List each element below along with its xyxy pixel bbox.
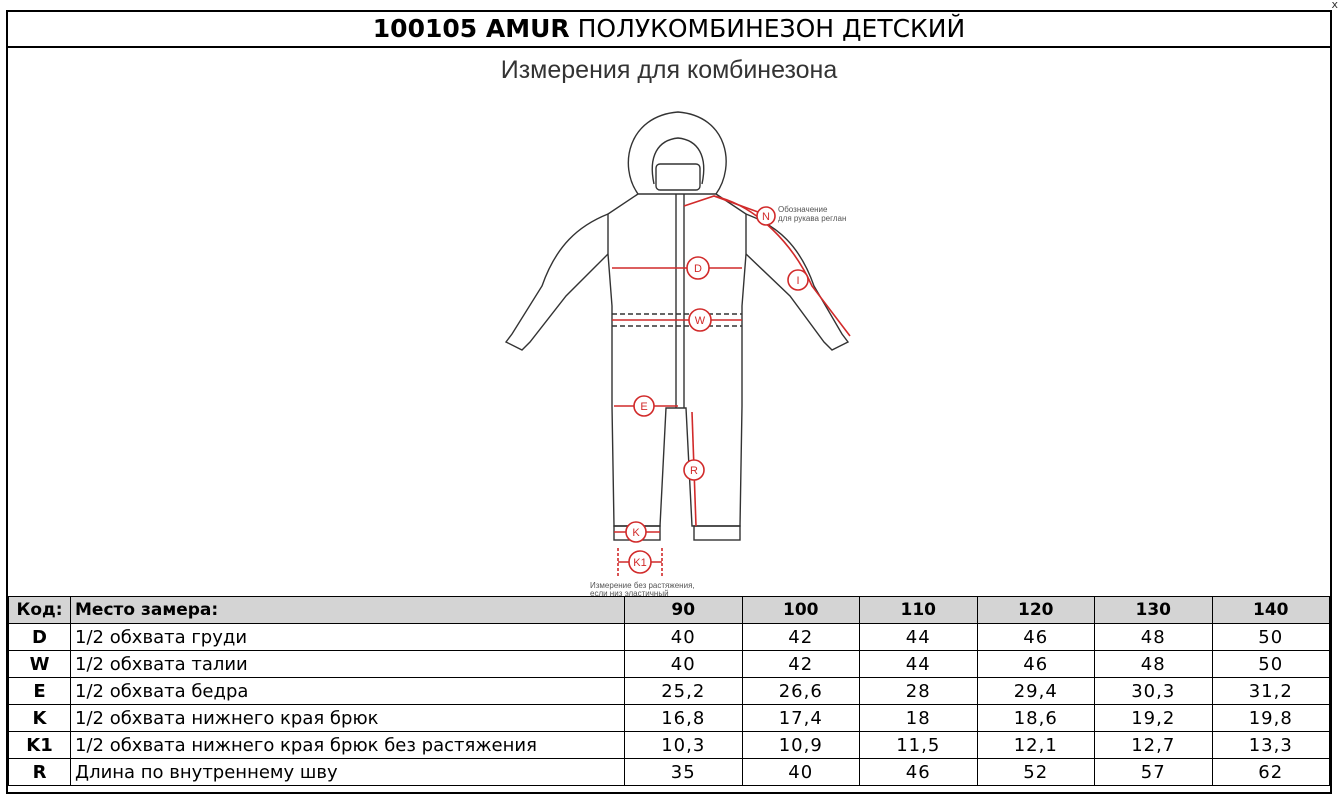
- row-value: 12,7: [1095, 732, 1213, 759]
- header-size: 110: [860, 597, 978, 624]
- table-row: [9, 732, 1330, 759]
- header-size: 140: [1212, 597, 1330, 624]
- row-code: K1: [9, 732, 71, 759]
- row-value: 48: [1095, 624, 1213, 651]
- row-value: 26,6: [742, 678, 860, 705]
- stretch-note-line-1: Измерение без растяжения,: [590, 581, 695, 590]
- row-value: 11,5: [860, 732, 978, 759]
- header-size: 90: [625, 597, 743, 624]
- row-name: 1/2 обхвата нижнего края брюк без растяжения: [71, 732, 625, 759]
- row-value: 30,3: [1095, 678, 1213, 705]
- jumpsuit-diagram: [478, 96, 898, 596]
- table-row: [9, 624, 1330, 651]
- row-value: 16,8: [625, 705, 743, 732]
- row-value: 46: [977, 651, 1095, 678]
- row-name: 1/2 обхвата талии: [71, 651, 625, 678]
- row-code: R: [9, 759, 71, 786]
- row-value: 12,1: [977, 732, 1095, 759]
- row-value: 42: [742, 651, 860, 678]
- row-name: 1/2 обхвата нижнего края брюк: [71, 705, 625, 732]
- marker-k: K: [632, 527, 640, 539]
- row-value: 50: [1212, 624, 1330, 651]
- row-value: 42: [742, 624, 860, 651]
- measurements-subtitle: Измерения для комбинезона: [500, 56, 838, 84]
- table-header-row: [9, 597, 1330, 624]
- page-title: [8, 12, 1330, 48]
- row-value: 13,3: [1212, 732, 1330, 759]
- table-row: [9, 759, 1330, 786]
- row-value: 25,2: [625, 678, 743, 705]
- marker-d: D: [694, 263, 702, 275]
- header-code: Код:: [9, 597, 71, 624]
- stretch-note-line-2: если низ эластичный: [590, 589, 669, 596]
- row-value: 18: [860, 705, 978, 732]
- row-value: 18,6: [977, 705, 1095, 732]
- row-value: 10,9: [742, 732, 860, 759]
- row-code: W: [9, 651, 71, 678]
- row-code: K: [9, 705, 71, 732]
- header-size: 120: [977, 597, 1095, 624]
- marker-e: E: [640, 401, 648, 413]
- close-icon[interactable]: x: [1331, 0, 1338, 11]
- row-value: 52: [977, 759, 1095, 786]
- row-value: 46: [860, 759, 978, 786]
- row-code: E: [9, 678, 71, 705]
- row-value: 62: [1212, 759, 1330, 786]
- marker-r: R: [690, 465, 698, 477]
- marker-k1: K1: [633, 557, 647, 569]
- row-value: 46: [977, 624, 1095, 651]
- marker-i: I: [796, 275, 800, 287]
- raglan-note-line-1: Обозначение: [778, 205, 828, 214]
- size-table: [8, 596, 1330, 786]
- row-value: 40: [625, 651, 743, 678]
- left-sleeve: [506, 214, 608, 350]
- table-row: [9, 678, 1330, 705]
- header-place: Место замера:: [71, 597, 625, 624]
- table-row: [9, 705, 1330, 732]
- row-value: 40: [742, 759, 860, 786]
- row-value: 44: [860, 651, 978, 678]
- row-code: D: [9, 624, 71, 651]
- row-value: 19,2: [1095, 705, 1213, 732]
- row-value: 19,8: [1212, 705, 1330, 732]
- row-name: Длина по внутреннему шву: [71, 759, 625, 786]
- hood-outline: [628, 112, 726, 194]
- header-size: 130: [1095, 597, 1213, 624]
- marker-w: W: [694, 315, 706, 327]
- hood-inner: [652, 138, 703, 184]
- table-row: [9, 651, 1330, 678]
- row-value: 40: [625, 624, 743, 651]
- row-name: 1/2 обхвата груди: [71, 624, 625, 651]
- row-value: 48: [1095, 651, 1213, 678]
- body-outline: [608, 194, 746, 526]
- row-value: 50: [1212, 651, 1330, 678]
- raglan-note-line-2: для рукава реглан: [778, 214, 847, 223]
- product-title: ПОЛУКОМБИНЕЗОН ДЕТСКИЙ: [569, 14, 966, 43]
- size-chart-sheet: [6, 10, 1332, 794]
- row-value: 35: [625, 759, 743, 786]
- row-value: 17,4: [742, 705, 860, 732]
- header-size: 100: [742, 597, 860, 624]
- row-value: 29,4: [977, 678, 1095, 705]
- marker-n: N: [762, 211, 770, 223]
- row-name: 1/2 обхвата бедра: [71, 678, 625, 705]
- row-value: 57: [1095, 759, 1213, 786]
- product-code: 100105 AMUR: [372, 14, 570, 43]
- row-value: 44: [860, 624, 978, 651]
- row-value: 10,3: [625, 732, 743, 759]
- row-value: 28: [860, 678, 978, 705]
- row-value: 31,2: [1212, 678, 1330, 705]
